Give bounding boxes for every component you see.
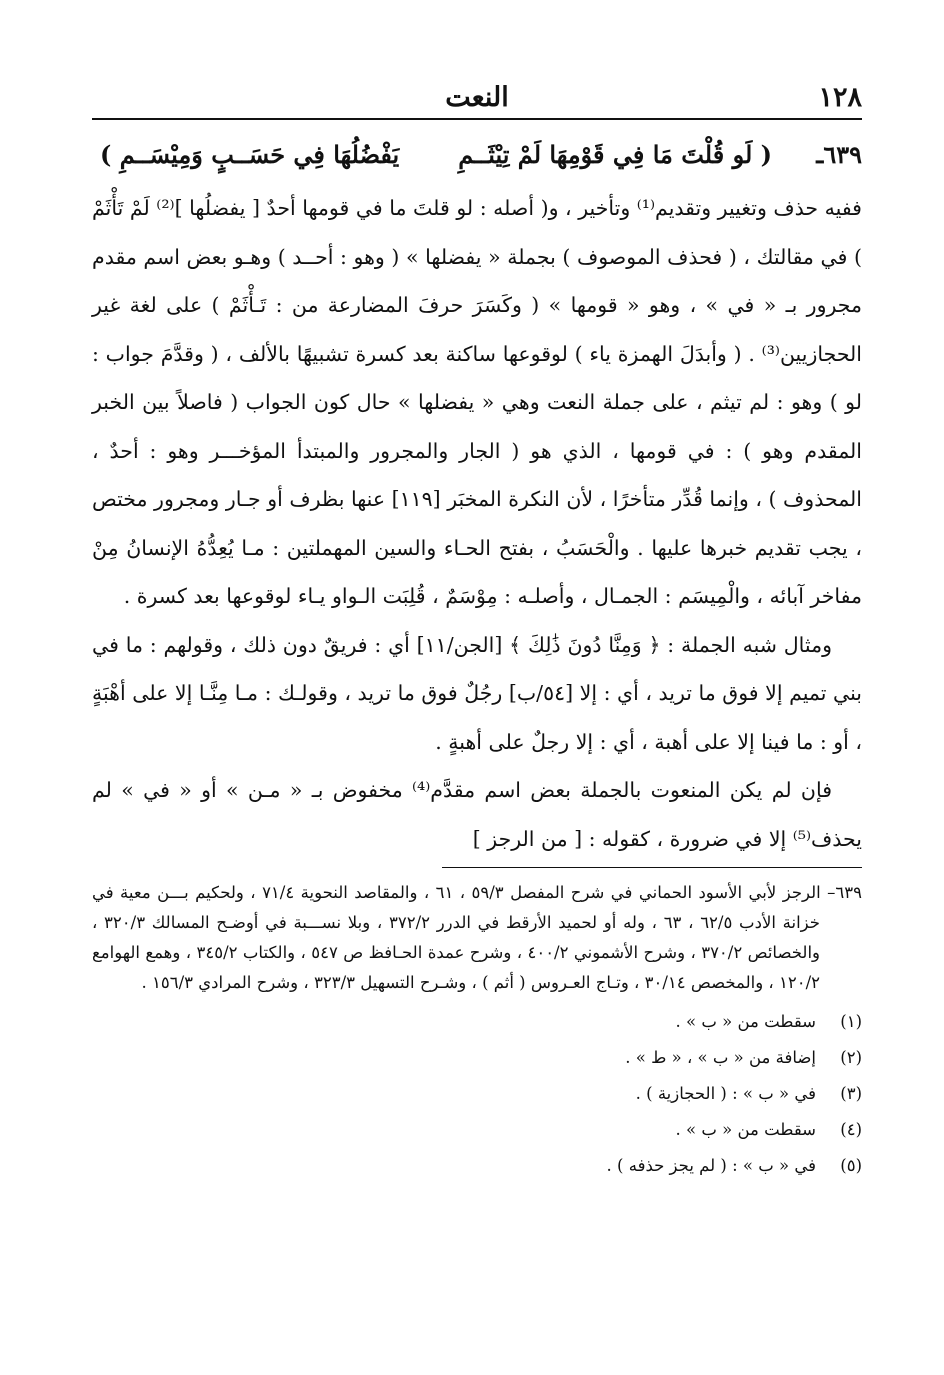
book-page — [92, 78, 862, 1184]
section-title: النعت — [445, 82, 509, 113]
verse-hemistich-second: يَفْضُلُهَا فِي حَسَــبٍ وَمِيْسَــمِ ) — [100, 140, 400, 169]
footnote-text: إضافة من « ب » ، « ط » . — [625, 1048, 816, 1067]
footnote-number: (١) — [840, 1012, 862, 1031]
footnote-number: (٤) — [840, 1120, 862, 1139]
footnotes-list — [92, 1004, 862, 1184]
footnote-number: (٥) — [840, 1156, 862, 1175]
footnote-item — [92, 1112, 862, 1148]
footnote-item — [92, 1148, 862, 1184]
verse-number: ٦٣٩ـ — [816, 140, 862, 169]
footnote-item — [92, 1004, 862, 1040]
page-header — [92, 78, 862, 120]
footnote-number: (٣) — [840, 1084, 862, 1103]
footnote-item — [92, 1076, 862, 1112]
footnote-text: في « ب » : ( لم يجز حذفه ) . — [606, 1156, 816, 1175]
commentary-paragraph: ففيه حذف وتغيير وتقديم⁽¹⁾ وتأخير ، و( أصله : لو قلتَ ما في قومها أحدٌ [ يفضلُها ]⁽²⁾ لَمْ تَأْثَمْ ) في مقالتك ، ( فحذف الموصوف ) بجملة « يفضلها » ( وهو : أحــد ) وهـو بعض اسم مقدم مجرور بـ « في » ، وهو « قومها » ( وكَسَرَ حرفَ المضارعة من : تَـأْثَمْ ) على لغة غير الحجازيين⁽³⁾ . ( وأبدَلَ الهمزة ياء ) لوقوعها ساكنة بعد كسرة تشبيهًا بالألف ، ( وقدَّمَ جواب : لو ) وهو : لم تيثم ، على جملة النعت وهي « يفضلها » حال كون الجواب ( فاصلاً بين الخبر المقدم وهو ) : في قومها ، الذي هو ( الجار والمجرور والمبتدأ المؤخـــر وهو : أحدٌ ، المحذوف ) ، وإنما قُدِّر متأخرًا ، لأن النكرة المخبَر [١١٩] عنها بظرف أو جـار ومجرور مختص ، يجب تقديم خبرها عليها . والْحَسَبُ ، بفتح الحـاء والسين المهملتين : مـا يُعِدُّهُ الإنسانُ مِنْ مفاخر آبائه ، والْمِيسَم : الجمـال ، وأصلـه : مِوْسَمٌ ، قُلِبَت الـواو يـاء لوقوعها بعد كسرة . — [92, 196, 862, 608]
footnote-text: سقطت من « ب » . — [675, 1120, 816, 1139]
poetry-verse — [92, 136, 862, 180]
main-text — [92, 184, 862, 863]
footnote-item — [92, 1040, 862, 1076]
footnote-text: سقطت من « ب » . — [675, 1012, 816, 1031]
example-paragraph: ومثال شبه الجملة : ﴿ وَمِنَّا دُونَ ذَٰلِكَ ﴾ [الجن/١١] أي : فريقٌ دون ذلك ، وقولهم : ما في بني تميم إلا فوق ما تريد ، أي : إلا [٥٤/ب] رجُلٌ فوق ما تريد ، وقولـك : مـا مِنَّـا إلا على أهْبَةٍ ، أو : ما فينا إلا على أهبة ، أي : إلا رجلٌ على أهبةٍ . — [92, 632, 862, 754]
footnote-divider — [442, 867, 862, 868]
verse-source-footnote: ٦٣٩– الرجز لأبي الأسود الحماني في شرح المفصل ٥٩/٣ ، ٦١ ، والمقاصد النحوية ٧١/٤ ، ولحكيم بـــن معية في خزانة الأدب ٦٢/٥ ، ٦٣ ، وله أو لحميد الأرقط في الدرر ٣٧٢/٢ ، وبلا نســـبة في أوضـح المسالك ٣٢٠/٣ ، والخصائص ٣٧٠/٢ ، وشرح الأشموني ٤٠٠/٢ ، وشرح عمدة الحـافظ ص ٥٤٧ ، والكتاب ٣٤٥/٢ ، وهمع الهوامع ١٢٠/٢ ، والمخصص ٣٠/١٤ ، وتـاج العـروس ( أثم ) ، وشـرح التسهيل ٣٢٣/٣ ، وشرح المرادي ١٥٦/٣ . — [92, 883, 863, 992]
rule-paragraph: فإن لم يكن المنعوت بالجملة بعض اسم مقدَّم⁽⁴⁾ مخفوض بـ « مـن » أو « في » لم يحذف⁽⁵⁾ إلا في ضرورة ، كقوله : [ من الرجز ] — [92, 778, 862, 851]
page-number: ١٢٨ — [818, 82, 862, 113]
footnote-number: (٢) — [840, 1048, 862, 1067]
footnote-text: في « ب » : ( الحجازية ) . — [635, 1084, 816, 1103]
verse-hemistich-first: ( لَو قُلْتَ مَا فِي قَوْمِهَا لَمْ تِيْثَــمِ — [458, 140, 772, 169]
